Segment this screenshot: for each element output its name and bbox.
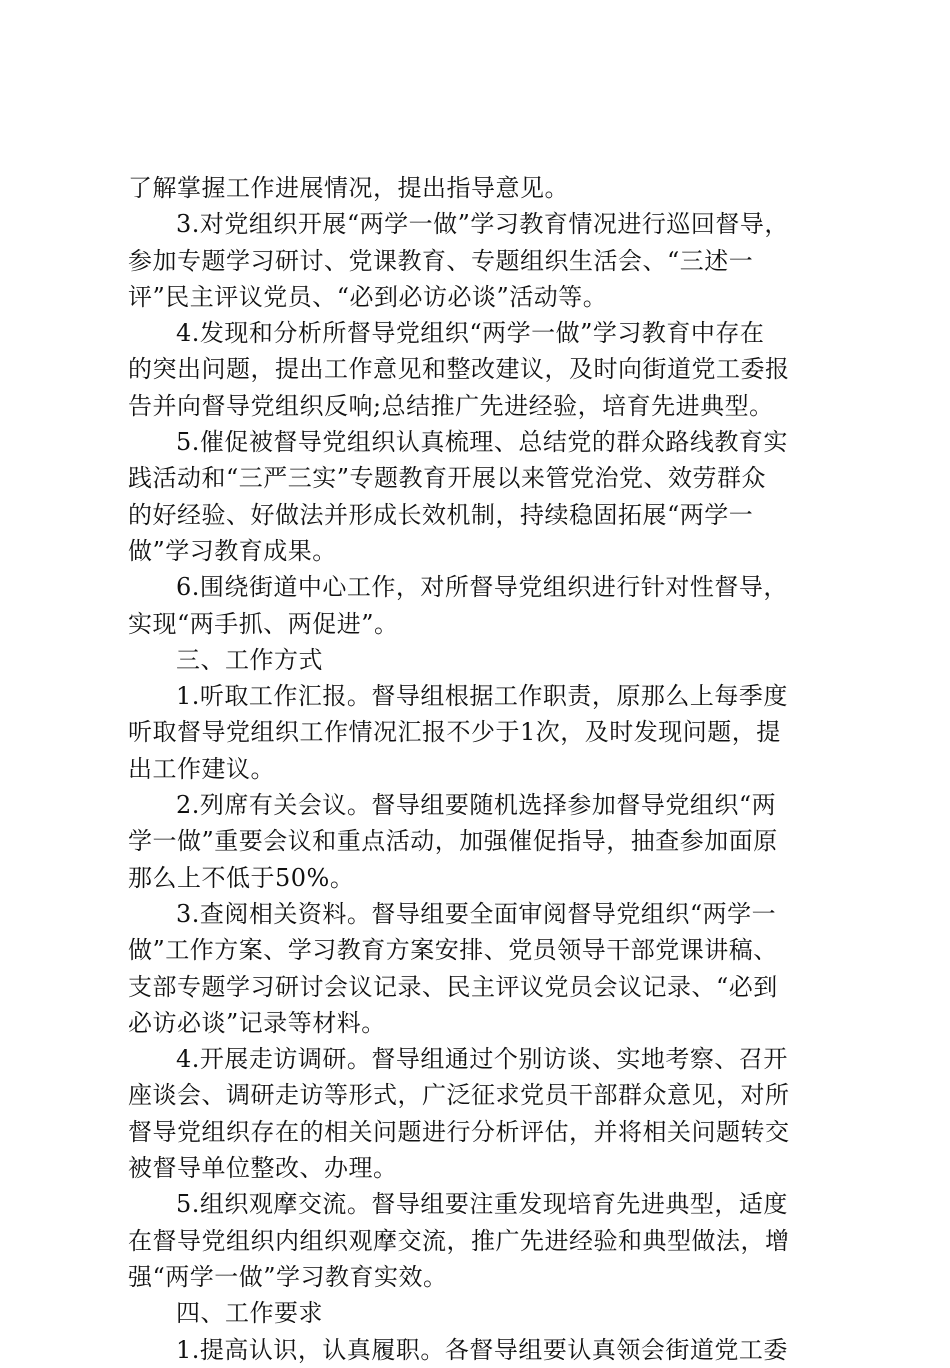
text-line: 3.查阅相关资料。督导组要全面审阅督导党组织“两学一 [176, 899, 777, 928]
text-line: 听取督导党组织工作情况汇报不少于1次，及时发现问题，提 [128, 718, 781, 747]
text-line: 5.催促被督导党组织认真梳理、总结党的群众路线教育实 [176, 428, 788, 457]
text-line: 参加专题学习研讨、党课教育、专题组织生活会、“三述一 [128, 246, 754, 275]
text-line: 告并向督导党组织反响;总结推广先进经验，培育先进典型。 [128, 391, 774, 420]
text-line: 1.听取工作汇报。督导组根据工作职责，原那么上每季度 [176, 682, 788, 711]
text-line: 学一做”重要会议和重点活动，加强催促指导，抽查参加面原 [128, 827, 778, 856]
text-line: 在督导党组织内组织观摩交流，推广先进经验和典型做法，增 [128, 1226, 790, 1255]
text-line: 1.提高认识，认真履职。各督导组要认真领会街道党工委 [176, 1335, 788, 1364]
text-line: 支部专题学习研讨会议记录、民主评议党员会议记录、“必到 [128, 972, 778, 1001]
text-line: 2.列席有关会议。督导组要随机选择参加督导党组织“两 [176, 791, 777, 820]
text-line: 6.围绕街道中心工作，对所督导党组织进行针对性督导， [176, 573, 788, 602]
text-line: 4.发现和分析所督导党组织“两学一做”学习教育中存在 [176, 319, 765, 348]
section-heading: 四、工作要求 [176, 1299, 323, 1328]
text-line: 出工作建议。 [128, 754, 275, 783]
section-heading: 三、工作方式 [176, 645, 323, 674]
text-line: 践活动和“三严三实”专题教育开展以来管党治党、效劳群众 [128, 464, 767, 493]
text-line: 实现“两手抓、两促进”。 [128, 609, 399, 638]
text-line: 做”工作方案、学习教育方案安排、党员领导干部党课讲稿、 [128, 936, 778, 965]
text-line: 的突出问题，提出工作意见和整改建议，及时向街道党工委报 [128, 355, 790, 384]
text-line: 了解掌握工作进展情况，提出指导意见。 [128, 174, 569, 202]
text-line: 被督导单位整改、办理。 [128, 1154, 398, 1183]
text-line: 强“两学一做”学习教育实效。 [128, 1262, 448, 1291]
text-line: 4.开展走访调研。督导组通过个别访谈、实地考察、召开 [176, 1045, 788, 1074]
text-line: 必访必谈”记录等材料。 [128, 1008, 386, 1037]
text-line: 座谈会、调研走访等形式，广泛征求党员干部群众意见，对所 [128, 1081, 790, 1110]
text-line: 做”学习教育成果。 [128, 536, 337, 565]
text-line: 那么上不低于50%。 [128, 863, 355, 892]
text-line: 5.组织观摩交流。督导组要注重发现培育先进典型，适度 [176, 1190, 788, 1219]
text-line: 评”民主评议党员、“必到必访必谈”活动等。 [128, 282, 608, 311]
text-line: 督导党组织存在的相关问题进行分析评估，并将相关问题转交 [128, 1117, 790, 1146]
text-line: 的好经验、好做法并形成长效机制，持续稳固拓展“两学一 [128, 500, 754, 529]
document-body [128, 170, 828, 1368]
text-line: 3.对党组织开展“两学一做”学习教育情况进行巡回督导， [176, 210, 789, 239]
